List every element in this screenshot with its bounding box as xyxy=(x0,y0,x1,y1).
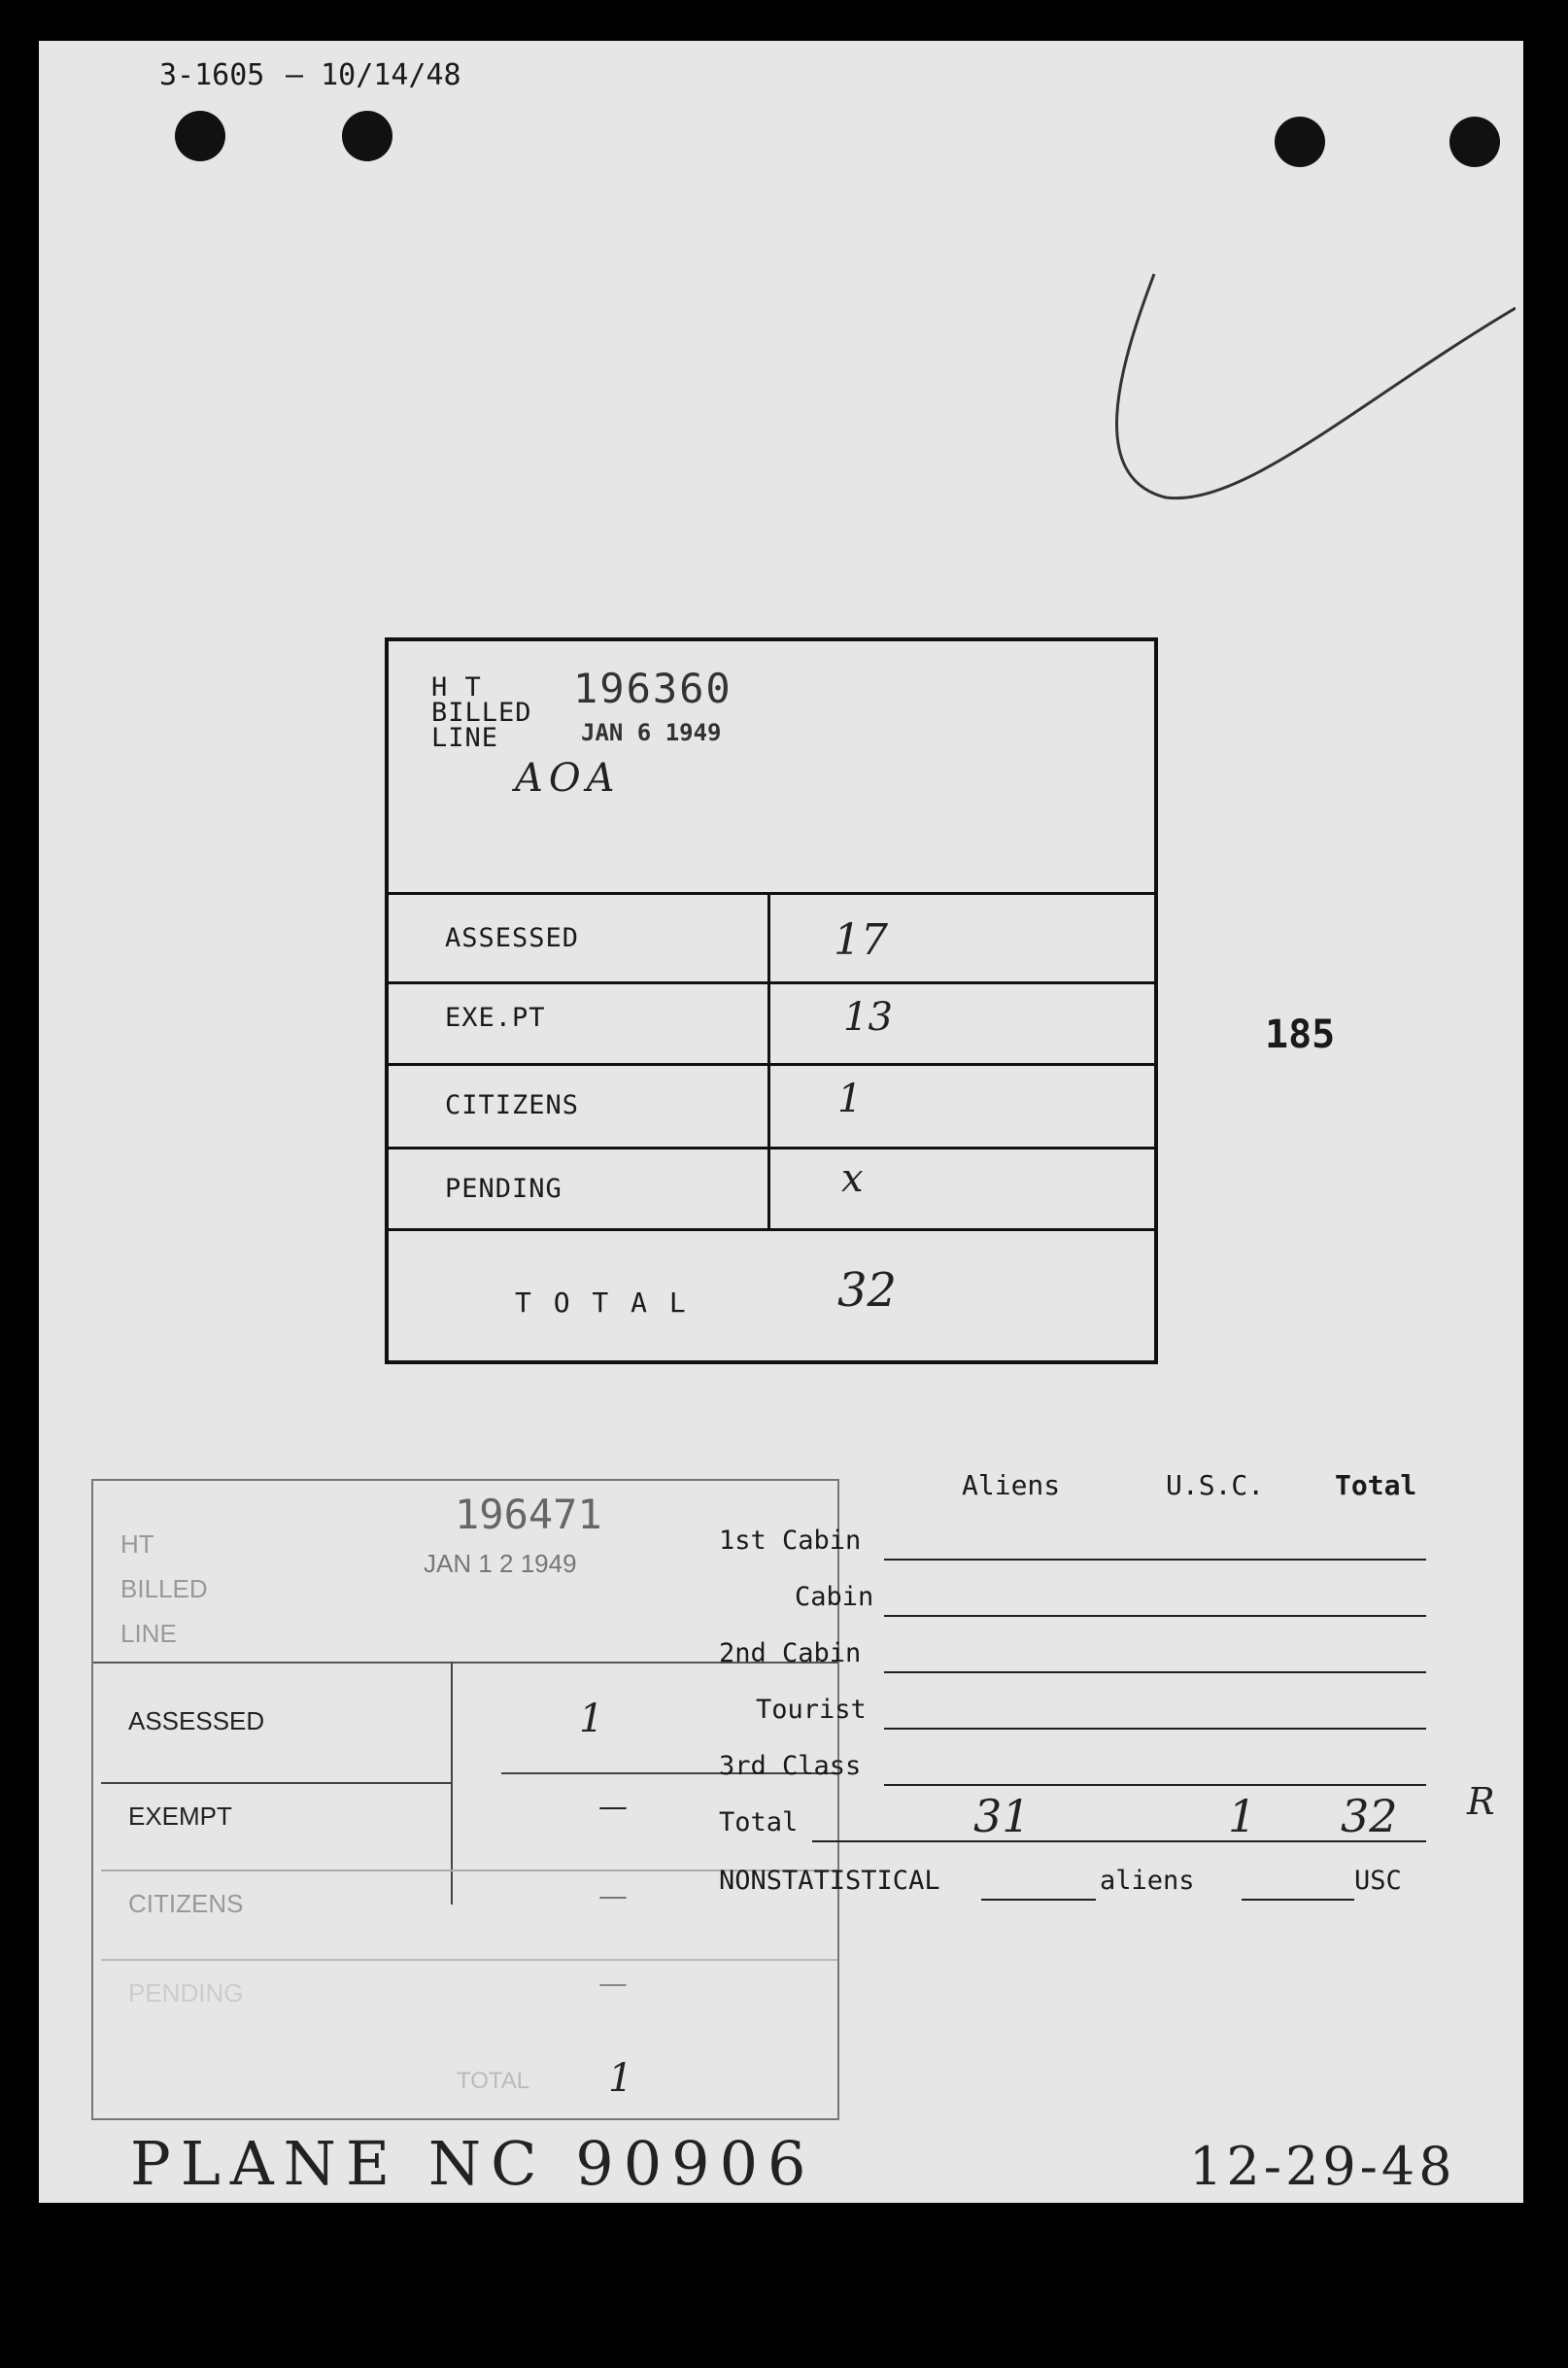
stamp2-number: 196471 xyxy=(455,1491,602,1538)
stamp1-row-label: CITIZENS xyxy=(445,1090,580,1120)
document-page xyxy=(39,41,1523,2203)
stamp1-date: JAN 6 1949 xyxy=(581,719,722,746)
stamp2-row-label: PENDING xyxy=(128,1978,244,2008)
stamp-box-2 xyxy=(91,1479,839,2120)
stamp1-row-label: PENDING xyxy=(445,1174,562,1204)
total-aliens-value: 31 xyxy=(973,1790,1031,1842)
row-label: 1st Cabin xyxy=(719,1526,862,1556)
punch-hole xyxy=(1275,117,1325,167)
divider xyxy=(389,1147,1154,1150)
check-mark xyxy=(1049,225,1516,566)
stamp2-row-value: — xyxy=(598,1879,628,1913)
total-total-value: 32 xyxy=(1341,1790,1398,1842)
divider xyxy=(101,1959,837,1961)
punch-hole xyxy=(175,111,225,161)
fill-line xyxy=(884,1728,1426,1730)
divider xyxy=(389,1228,1154,1231)
stamp2-total-label: TOTAL xyxy=(457,2068,530,2094)
fill-line xyxy=(884,1784,1426,1786)
fill-line xyxy=(812,1840,1426,1842)
header-aliens: Aliens xyxy=(962,1469,1061,1501)
handwritten-date: 12-29-48 xyxy=(1189,2136,1456,2197)
total-usc-value: 1 xyxy=(1228,1790,1257,1842)
column-divider xyxy=(451,1662,453,1905)
fill-line xyxy=(884,1615,1426,1617)
nonstat-label: NONSTATISTICAL xyxy=(719,1866,940,1896)
row-label: Cabin xyxy=(795,1582,874,1612)
stamp2-date: JAN 1 2 1949 xyxy=(424,1549,577,1578)
stamp1-row-value: x xyxy=(841,1156,864,1201)
stamp1-number: 196360 xyxy=(573,665,733,712)
fill-line xyxy=(981,1899,1096,1901)
row-label: Tourist xyxy=(756,1695,867,1725)
stamp2-row-label: CITIZENS xyxy=(128,1889,244,1918)
stamp1-row-label: ASSESSED xyxy=(445,923,580,953)
punch-hole xyxy=(342,111,392,161)
nonstat-usc-label: USC xyxy=(1354,1866,1402,1896)
form-number: 3-1605 xyxy=(159,58,265,92)
stamp1-total-label: T O T A L xyxy=(515,1287,689,1319)
stamp1-label-billed: BILLED xyxy=(431,698,532,728)
stamp2-label-billed: BILLED xyxy=(120,1574,208,1603)
stamp2-row-value: 1 xyxy=(579,1697,604,1741)
stamp1-row-value: 17 xyxy=(834,915,888,965)
stamp2-label-ht: HT xyxy=(120,1529,154,1559)
stamp2-label-line: LINE xyxy=(120,1619,177,1648)
form-date: — 10/14/48 xyxy=(286,58,461,92)
stamp1-label-line: LINE xyxy=(431,723,499,753)
stamp-box-1 xyxy=(385,637,1158,1364)
stamp1-hand-code: AOA xyxy=(515,756,621,801)
stamp2-row-value: — xyxy=(598,1967,628,2001)
fill-line xyxy=(884,1559,1426,1561)
column-divider xyxy=(767,892,770,1228)
fill-line xyxy=(884,1671,1426,1673)
row-label: 3rd Class xyxy=(719,1751,862,1781)
stamp2-total-value: 1 xyxy=(608,2056,633,2101)
stamp2-row-label: ASSESSED xyxy=(128,1706,265,1735)
stamp2-row-value: — xyxy=(598,1790,628,1824)
stamp1-total-value: 32 xyxy=(837,1263,898,1318)
divider xyxy=(389,981,1154,984)
handwritten-initial: R xyxy=(1467,1780,1495,1823)
fill-line xyxy=(1242,1899,1354,1901)
punch-hole xyxy=(1449,117,1500,167)
nonstat-aliens-label: aliens xyxy=(1100,1866,1195,1896)
side-number: 185 xyxy=(1265,1012,1336,1057)
stamp1-row-value: 13 xyxy=(843,995,893,1040)
stamp1-row-label: EXE.PT xyxy=(445,1003,546,1033)
stamp1-row-value: 1 xyxy=(837,1077,863,1121)
row-label: Total xyxy=(719,1807,799,1837)
header-total: Total xyxy=(1335,1469,1417,1501)
stamp1-label-ht: H T xyxy=(431,672,482,703)
handwritten-plane: PLANE NC 90906 xyxy=(130,2128,816,2199)
row-label: 2nd Cabin xyxy=(719,1638,862,1668)
divider xyxy=(101,1782,451,1784)
stamp2-row-label: EXEMPT xyxy=(128,1802,232,1831)
divider xyxy=(389,1063,1154,1066)
divider xyxy=(389,892,1154,895)
header-usc: U.S.C. xyxy=(1166,1469,1265,1501)
